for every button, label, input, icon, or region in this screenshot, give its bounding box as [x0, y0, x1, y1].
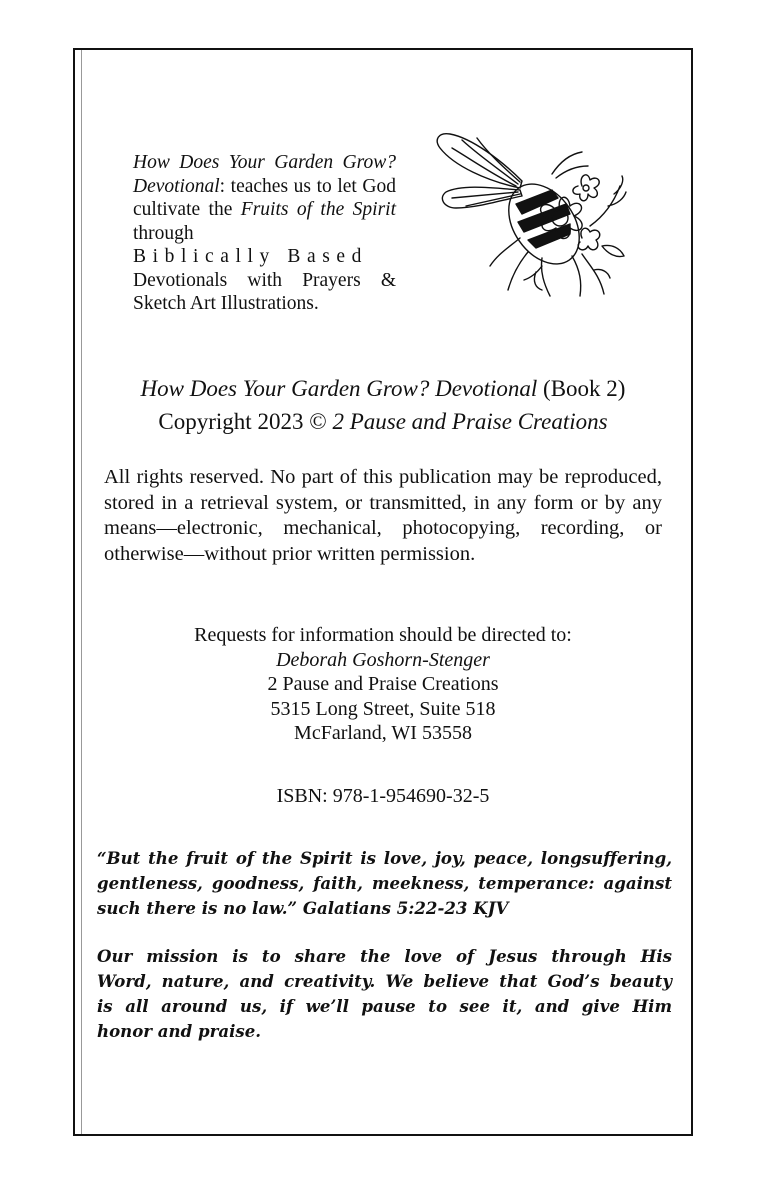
- fruits-of-spirit: Fruits of the Spirit: [240, 199, 396, 220]
- mission-statement: [97, 944, 672, 1044]
- contact-heading: Requests for information should be directed to:: [194, 624, 572, 646]
- intro-paragraph: [133, 151, 396, 316]
- contact-company: 2 Pause and Praise Creations: [267, 673, 499, 696]
- intro-text-3: Devotionals with Prayers & Sketch Art Illustrations.: [133, 269, 396, 314]
- title-block: [80, 372, 686, 438]
- book-number: (Book 2): [543, 376, 626, 401]
- scripture-verse: [97, 846, 672, 921]
- book-title: How Does Your Garden Grow? Devotional: [140, 376, 538, 401]
- copyright-text: Copyright 2023 ©: [158, 409, 327, 434]
- contact-name: [80, 648, 686, 673]
- copyright-line: [80, 405, 686, 438]
- title-line: [80, 372, 686, 405]
- mission-line-4: honor and praise.: [97, 1021, 262, 1041]
- isbn: ISBN: 978-1-954690-32-5: [276, 785, 490, 807]
- verse-line-2: gentleness, goodness, faith, meekness, temperance: against: [97, 873, 672, 893]
- devotional-title: How Does Your Garden Grow? Devotional: [133, 152, 396, 197]
- mission-line-1: Our mission is to share the love of Jesus through His: [97, 946, 672, 966]
- publisher-name: 2 Pause and Praise Creations: [332, 409, 608, 434]
- verse-line-3: such there is no law.” Galatians 5:22-23 KJV: [97, 898, 509, 918]
- intro-text-2: through: [133, 222, 194, 244]
- contact-name-text: Deborah Goshorn-Stenger: [276, 648, 490, 671]
- contact-block: [80, 623, 686, 746]
- mission-line-2: Word, nature, and creativity. We believe that God’s beauty: [97, 971, 672, 991]
- verse-line-1: “But the fruit of the Spirit is love, joy, peace, longsuffering,: [97, 848, 672, 868]
- bee-flower-illustration: [432, 126, 632, 306]
- intro-spaced-line: Biblically Based: [133, 246, 369, 267]
- rights-paragraph: All rights reserved. No part of this publication may be reproduced, stored in a retrieval system, or transmitted, in any form or by any means—electronic, mechanical, photocopying, recording, or otherwise—without prior written permission.: [104, 466, 662, 565]
- mission-line-3: is all around us, if we’ll pause to see it, and give Him: [97, 996, 672, 1016]
- contact-city: McFarland, WI 53558: [294, 722, 472, 745]
- intro-text-1: : teaches us to let God cultivate the: [133, 175, 396, 220]
- contact-street: 5315 Long Street, Suite 518: [270, 697, 496, 720]
